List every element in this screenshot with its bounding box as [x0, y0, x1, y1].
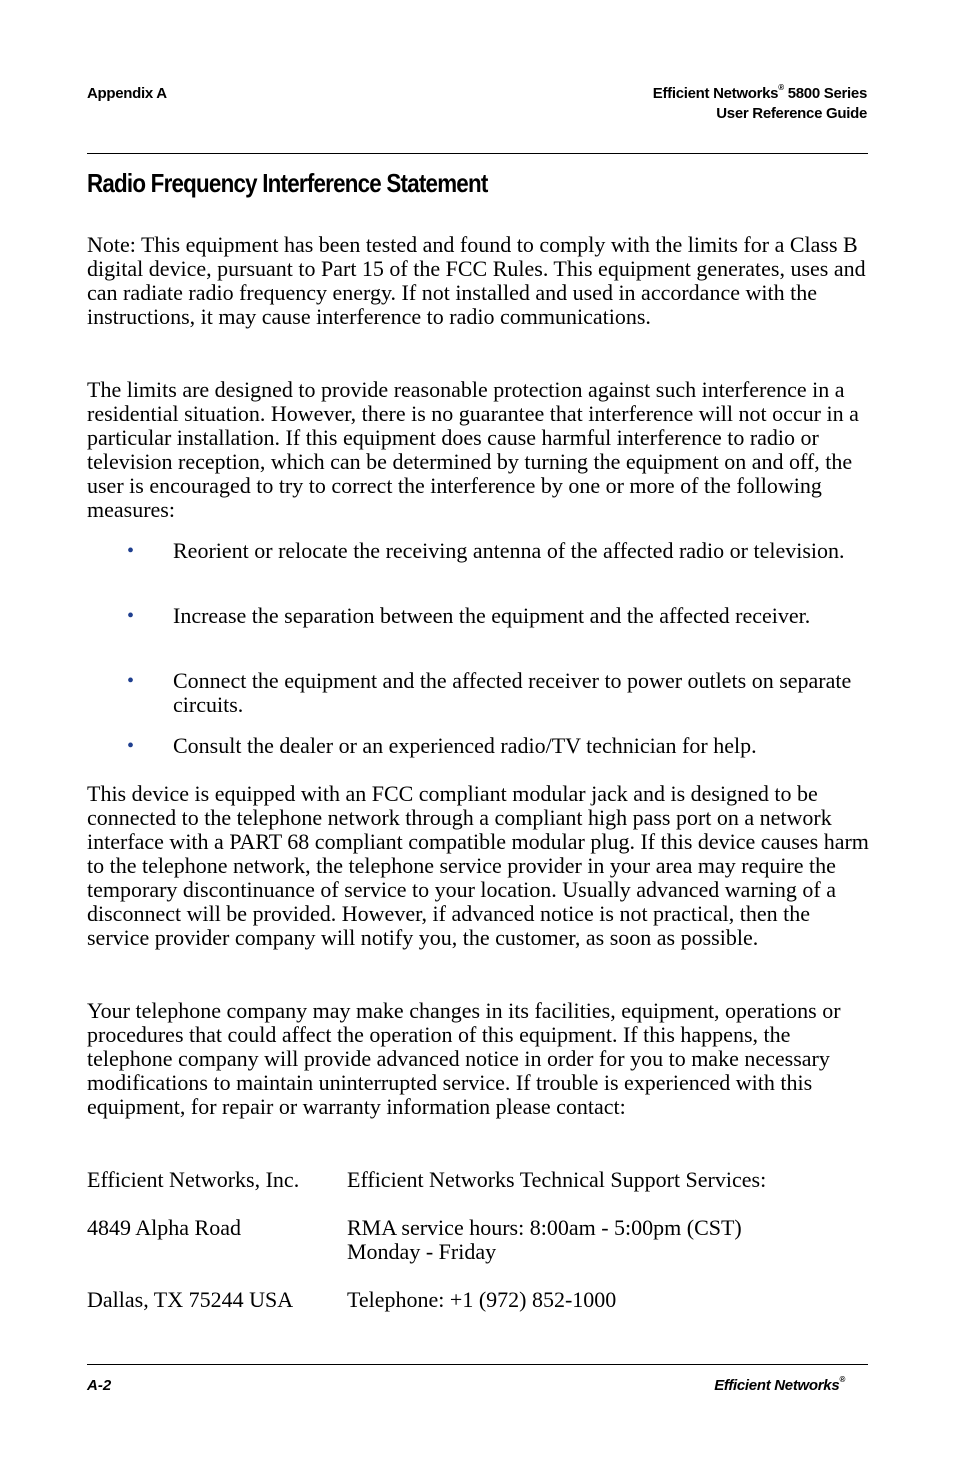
header-divider	[87, 153, 868, 154]
header-guide-name: User Reference Guide	[716, 105, 867, 122]
bullet-icon: •	[127, 540, 135, 562]
header-series: 5800 Series	[783, 85, 867, 102]
service-hours-time: RMA service hours: 8:00am - 5:00pm (CST)	[347, 1215, 742, 1240]
footer-brand	[714, 1376, 845, 1396]
header-doc-title	[653, 84, 867, 124]
company-name: Efficient Networks, Inc.	[87, 1167, 300, 1192]
service-hours-days: Monday - Friday	[347, 1239, 497, 1264]
bullet-icon: •	[127, 605, 135, 627]
telephone-number: Telephone: +1 (972) 852-1000	[347, 1287, 617, 1312]
paragraph-modular-jack: This device is equipped with an FCC compliant modular jack and is designed to be connected to the telephone network through a compliant high pass port on a network interface with a PART 68 compliant compatible modular plug. If this device causes harm to the telephone network, the telephone service provider in your area may require the temporary discontinuance of service to your location. Usually advanced warning of a disconnect will be provided. However, if advanced notice is not practical, then the service provider company will notify you, the customer, as soon as possible.	[87, 781, 869, 950]
page-title: Radio Frequency Interference Statement	[87, 168, 488, 198]
list-item-text: Consult the dealer or an experienced radio/TV technician for help.	[173, 733, 757, 758]
bullet-icon: •	[127, 670, 135, 692]
list-item-text: Increase the separation between the equipment and the affected receiver.	[173, 603, 811, 628]
paragraph-telephone-company: Your telephone company may make changes in its facilities, equipment, operations or procedures that could affect the operation of this equipment. If this happens, the telephone company will provide advanced notice in order for you to make necessary modifications to maintain uninterrupted service. If trouble is experienced with this equipment, for repair or warranty information please contact:	[87, 998, 841, 1119]
registered-mark: ®	[778, 83, 784, 92]
list-item-text: Reorient or relocate the receiving antenna of the affected radio or television.	[173, 538, 845, 563]
page-number: A-2	[87, 1377, 112, 1394]
street-address: 4849 Alpha Road	[87, 1215, 241, 1240]
paragraph-limits: The limits are designed to provide reasonable protection against such interference in a residential situation. However, there is no guarantee that interference will not occur in a particular installation. If this equipment does cause harmful interference to radio or television reception, which can be determined by turning the equipment on and off, the user is encouraged to try to correct the interference by one or more of the following measures:	[87, 377, 859, 522]
footer-divider	[87, 1364, 868, 1365]
bullet-icon: •	[127, 735, 135, 757]
service-hours	[347, 1216, 867, 1264]
list-item-text: Connect the equipment and the affected receiver to power outlets on separate circuits.	[173, 668, 852, 717]
city-address: Dallas, TX 75244 USA	[87, 1287, 294, 1312]
footer-brand-name: Efficient Networks	[714, 1377, 840, 1394]
header-brand: Efficient Networks	[652, 85, 779, 102]
paragraph-fcc-note: Note: This equipment has been tested and found to comply with the limits for a Class B digital device, pursuant to Part 15 of the FCC Rules. This equipment generates, uses and can radiate radio frequency energy. If not installed and used in accordance with the instructions, it may cause interference to radio communications.	[87, 232, 866, 329]
support-services-label: Efficient Networks Technical Support Services:	[347, 1167, 767, 1192]
registered-mark: ®	[839, 1375, 845, 1384]
header-section-label: Appendix A	[87, 85, 167, 102]
